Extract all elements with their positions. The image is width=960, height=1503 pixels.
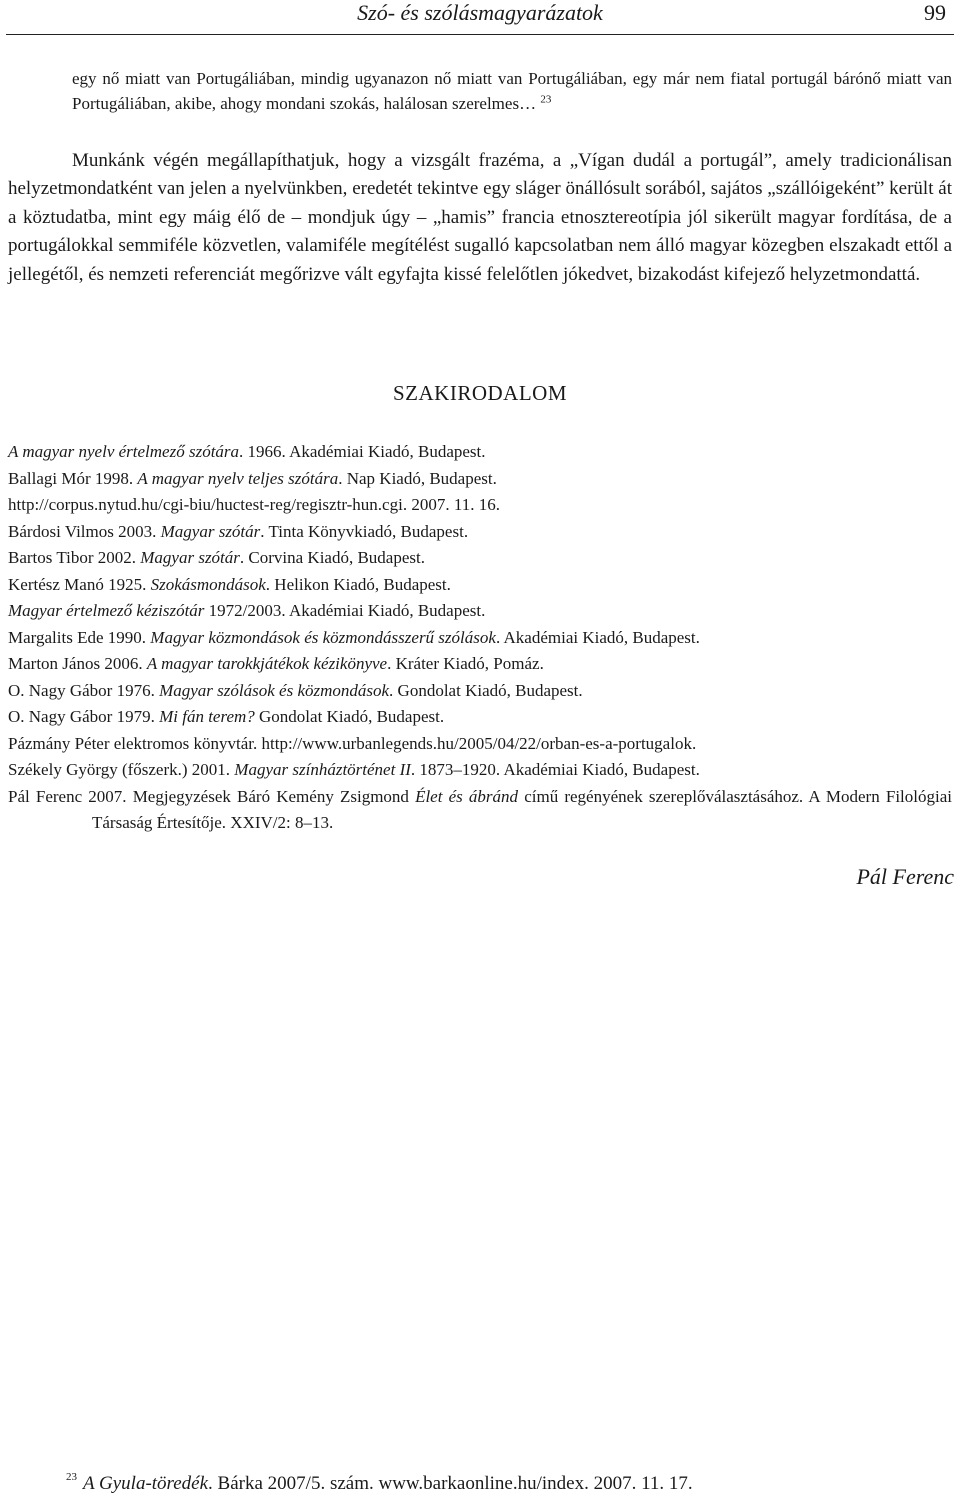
- reference-post: . 1966. Akadémiai Kiadó, Budapest.: [239, 442, 486, 461]
- reference-pre: O. Nagy Gábor 1979.: [8, 707, 160, 726]
- reference-ital: Magyar szótár: [140, 548, 240, 567]
- reference-post: . 1873–1920. Akadémiai Kiadó, Budapest.: [410, 760, 700, 779]
- reference-pre: Pázmány Péter elektromos könyvtár. http://www.urbanlegends.hu/2005/04/22/orban-es-a-portugalok.: [8, 733, 697, 753]
- reference-pre: Bárdosi Vilmos 2003.: [8, 521, 161, 541]
- reference-item: [8, 439, 952, 466]
- reference-ital: Magyar szólások és közmondások: [159, 680, 390, 700]
- reference-item: [8, 784, 952, 837]
- reference-item: [8, 519, 952, 546]
- reference-post: Gondolat Kiadó, Budapest.: [254, 707, 445, 726]
- author-signature: Pál Ferenc: [856, 864, 954, 889]
- page-header: [6, 0, 954, 35]
- reference-post: . Helikon Kiadó, Budapest.: [265, 574, 451, 594]
- reference-post: 1972/2003. Akadémiai Kiadó, Budapest.: [204, 601, 486, 620]
- reference-item: [8, 572, 952, 599]
- reference-ital: Szokásmondások: [150, 574, 266, 594]
- reference-pre: Marton János 2006.: [8, 654, 147, 673]
- footnote-text: . Bárka 2007/5. szám. www.barkaonline.hu/index. 2007. 11. 17.: [208, 1473, 693, 1494]
- quote-text: egy nő miatt van Portugáliában, mindig ugyanazon nő miatt van Portugáliában, egy már nem fiatal portugál bárónő miatt van Portugáliában, akibe, ahogy mondani szokás, halálosan szerelmes…: [72, 69, 952, 113]
- reference-list: [8, 439, 952, 837]
- reference-item: [8, 678, 952, 705]
- reference-ital: A magyar nyelv értelmező szótára: [8, 442, 240, 461]
- reference-ital: Mi fán terem?: [159, 707, 255, 726]
- reference-ital: Magyar értelmező kéziszótár: [8, 601, 205, 620]
- reference-item: [8, 651, 952, 678]
- conclusion-paragraph: Munkánk végén megállapíthatjuk, hogy a vizsgált frazéma, a „Vígan dudál a portugál”, amely tradicionálisan helyzetmondatként van jelen a nyelvünkben, eredetét tekintve egy sláger önállósult sorából, sajátos „szállóigeként” került át a köztudatba, mint egy máig élő de – mondjuk úgy – „hamis” francia etnosztereotípia jól sikerült magyar fordítása, de a portugálokkal semmiféle közvetlen, valamiféle megítélést sugalló kapcsolatban nem álló magyar közegben elszakadt ettől a jellegétől, és nemzeti referenciát megőrizve vált egyfajta kissé felelőtlen jókedvet, bizakodást kifejező helyzetmondattá.: [8, 150, 952, 285]
- reference-post: . Nap Kiadó, Budapest.: [338, 468, 497, 488]
- reference-item: [8, 625, 952, 652]
- reference-item: [8, 704, 952, 731]
- reference-post: . Tinta Könyvkiadó, Budapest.: [260, 521, 469, 541]
- reference-item: [8, 466, 952, 493]
- reference-pre: Pál Ferenc 2007. Megjegyzések Báró Kemény Zsigmond: [8, 786, 416, 806]
- reference-item: [8, 731, 952, 758]
- footnote-mark: 23: [66, 1471, 77, 1483]
- reference-item: [8, 598, 952, 625]
- reference-ital: Élet és ábránd: [415, 786, 519, 806]
- reference-ital: Magyar közmondások és közmondásszerű szólások: [150, 627, 496, 647]
- reference-pre: Margalits Ede 1990.: [8, 627, 151, 647]
- footnote-title: A Gyula-töredék: [83, 1473, 209, 1494]
- reference-item: [8, 757, 952, 784]
- page-number: 99: [924, 0, 946, 25]
- reference-pre: Ballagi Mór 1998.: [8, 468, 138, 488]
- reference-pre: Bartos Tibor 2002.: [8, 548, 141, 567]
- reference-pre: Székely György (főszerk.) 2001.: [8, 760, 235, 779]
- reference-item: [8, 545, 952, 572]
- footnote-reference: 23: [540, 93, 552, 106]
- reference-post: . Kráter Kiadó, Pomáz.: [387, 654, 544, 673]
- reference-pre: O. Nagy Gábor 1976.: [8, 680, 160, 700]
- section-title: SZAKIRODALOM: [393, 381, 567, 405]
- reference-ital: Magyar szótár: [160, 521, 261, 541]
- footnote: [66, 1471, 693, 1499]
- reference-ital: A magyar tarokkjátékok kézikönyve: [146, 654, 388, 673]
- reference-post: . Corvina Kiadó, Budapest.: [239, 548, 425, 567]
- reference-post: című regényének szereplőválasztásához. A Modern Filológiai Társaság Értesítője. XXIV/2: 8–13.: [92, 786, 952, 832]
- reference-pre: http://corpus.nytud.hu/cgi-biu/huctest-reg/regisztr-hun.cgi. 2007. 11. 16.: [8, 495, 500, 514]
- reference-post: . Akadémiai Kiadó, Budapest.: [495, 627, 700, 647]
- reference-ital: Magyar színháztörténet II: [234, 760, 411, 779]
- running-head: Szó- és szólásmagyarázatok: [357, 0, 603, 25]
- block-quote: [72, 66, 952, 116]
- reference-post: . Gondolat Kiadó, Budapest.: [389, 680, 583, 700]
- reference-item: [8, 492, 952, 519]
- reference-pre: Kertész Manó 1925.: [8, 574, 151, 594]
- reference-ital: A magyar nyelv teljes szótára: [137, 468, 339, 488]
